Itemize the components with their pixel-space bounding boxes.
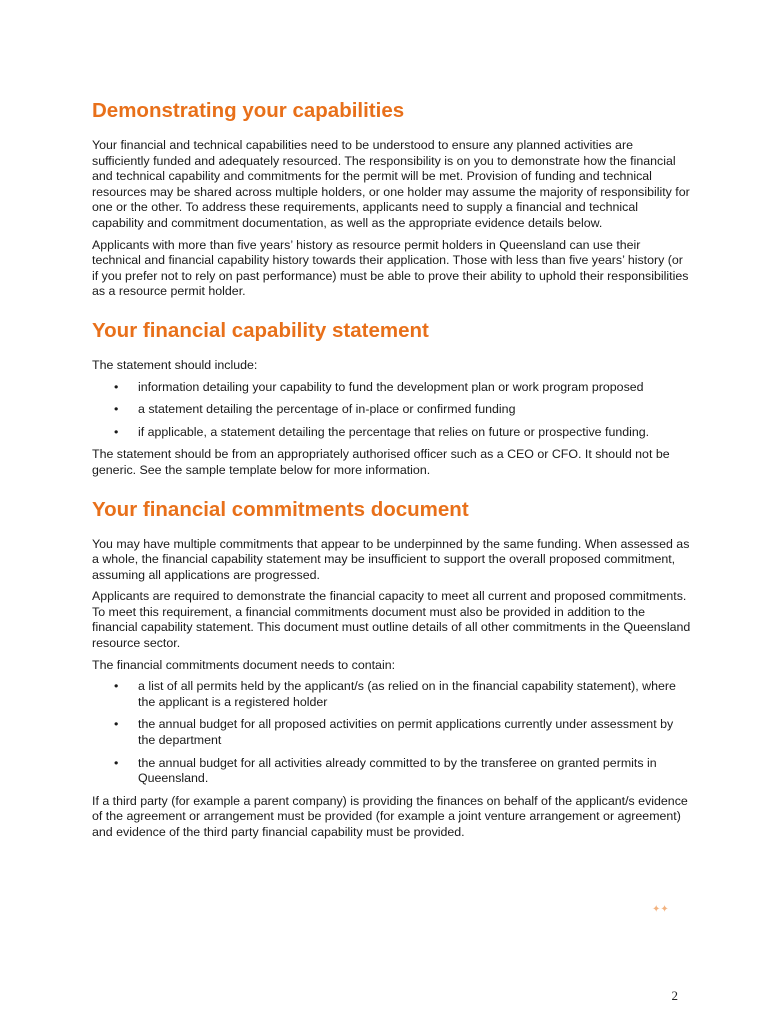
statement-bullet-list <box>92 380 692 441</box>
list-item: • the annual budget for all proposed activities on permit applications currently under assessment by the department <box>114 717 674 748</box>
bullet-icon: • <box>114 379 119 394</box>
bullet-icon: • <box>114 755 119 770</box>
paragraph-statement-intro: The statement should include: <box>92 357 258 372</box>
paragraph-commitments-closing: If a third party (for example a parent company) is providing the finances on behalf of the applicant/s evidence of the agreement or arrangement must be provided (for example a joint venture arrangement or agreement) and evidence of the third party financial capability must be provided. <box>92 793 688 839</box>
decorative-mark-icon: ✦✦ <box>652 904 669 915</box>
bullet-icon: • <box>114 424 119 439</box>
list-item: • if applicable, a statement detailing the percentage that relies on future or prospective funding. <box>114 424 650 439</box>
paragraph-capabilities-1: Your financial and technical capabilities need to be understood to ensure any planned activities are sufficiently funded and adequately resourced. The responsibility is on you to demonstrate how the financial and technical capability and commitments for the permit will be met. Provision of funding and technical resources may be shared across multiple holders, or one holder may assume the majority of responsibility for one or the other. To address these requirements, applicants need to supply a financial and technical capability and commitment documentation, as well as the appropriate evidence details below. <box>92 138 690 230</box>
page-number: 2 <box>671 988 678 1003</box>
commitments-bullet-list <box>92 679 692 787</box>
heading-commitments-document: Your financial commitments document <box>92 497 469 521</box>
paragraph-commitments-1: You may have multiple commitments that appear to be underpinned by the same funding. When assessed as a whole, the financial capability statement may be insufficient to support the overall proposed commitment, assuming all applications are progressed. <box>92 536 690 582</box>
bullet-icon: • <box>114 717 119 732</box>
paragraph-commitments-intro: The financial commitments document needs to contain: <box>92 657 396 672</box>
paragraph-capabilities-2: Applicants with more than five years’ history as resource permit holders in Queensland can use their technical and financial capability history towards their application. Those with less than five years’ history (or if you prefer not to rely on past performance) must be able to prove their ability to uphold their responsibilities as a resource permit holder. <box>92 237 689 299</box>
paragraph-commitments-2: Applicants are required to demonstrate the financial capacity to meet all current and proposed commitments. To meet this requirement, a financial commitments document must also be provided in addition to the financial capability statement. This document must outline details of all other commitments in the Queensland resource sector. <box>92 589 691 651</box>
heading-capabilities: Demonstrating your capabilities <box>92 99 405 122</box>
list-item: • the annual budget for all activities already committed to by the transferee on granted permits in Queensland. <box>114 755 657 786</box>
list-item: • information detailing your capability to fund the development plan or work program proposed <box>114 379 644 394</box>
document-page <box>92 98 692 847</box>
bullet-icon: • <box>114 402 119 417</box>
heading-capability-statement: Your financial capability statement <box>92 318 429 342</box>
bullet-icon: • <box>114 679 119 694</box>
list-item: • a statement detailing the percentage of in-place or confirmed funding <box>114 402 516 417</box>
paragraph-statement-closing: The statement should be from an appropriately authorised officer such as a CEO or CFO. It should not be generic. See the sample template below for more information. <box>92 447 670 477</box>
list-item: • a list of all permits held by the applicant/s (as relied on in the financial capability statement), where the applicant is a registered holder <box>114 679 676 709</box>
